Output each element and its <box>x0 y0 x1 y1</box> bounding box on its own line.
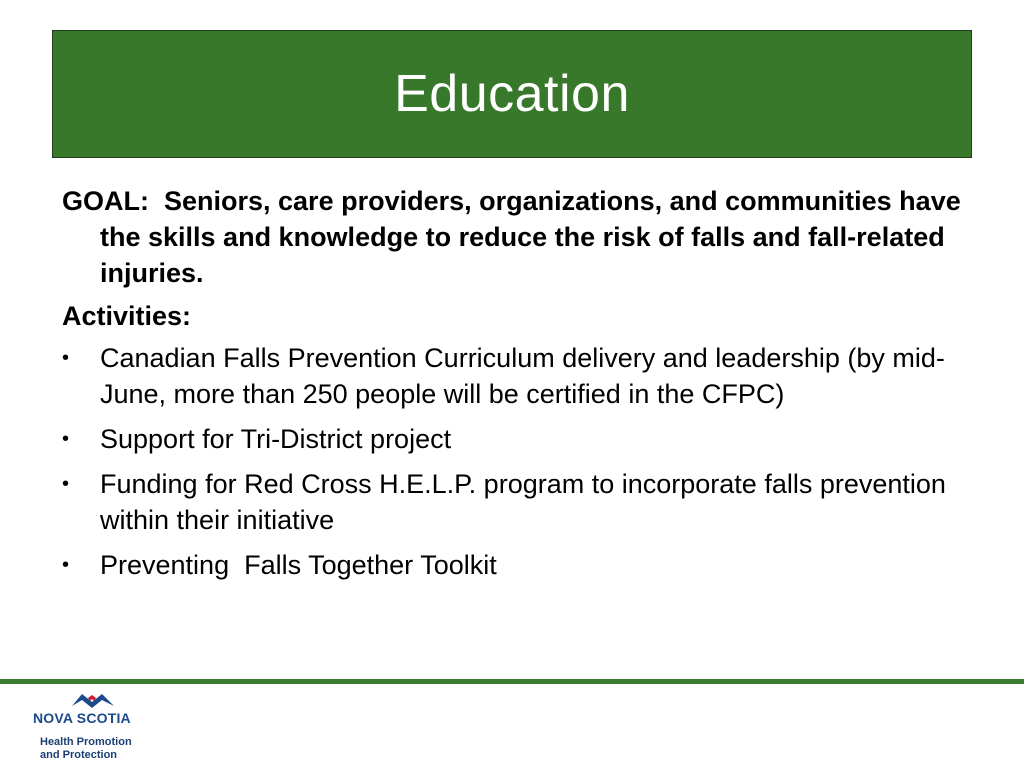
logo-department-line2: and Protection <box>40 749 118 761</box>
activity-text: Funding for Red Cross H.E.L.P. program to incorporate falls prevention within their initiative <box>100 469 946 535</box>
activity-text: Preventing Falls Together Toolkit <box>100 550 497 580</box>
activity-item <box>62 340 962 412</box>
bullet-icon: • <box>62 347 70 369</box>
goal-statement: GOAL: Seniors, care providers, organizations, and communities have the skills and knowledge to reduce the risk of falls and fall-related injuries. <box>62 186 969 288</box>
title-banner <box>52 30 972 158</box>
slide-title: Education <box>394 65 630 123</box>
nova-scotia-logo <box>30 692 160 764</box>
bullet-icon: • <box>62 473 70 495</box>
activity-text: Canadian Falls Prevention Curriculum delivery and leadership (by mid-June, more than 250 people will be certified in the CFPC) <box>100 343 945 409</box>
logo-brand-text: NOVA SCOTIA <box>33 710 131 726</box>
activities-list <box>62 340 962 583</box>
bullet-icon: • <box>62 554 70 576</box>
bullet-icon: • <box>62 428 70 450</box>
activity-item <box>62 466 962 538</box>
footer-rule <box>0 679 1024 684</box>
nova-scotia-flag-emblem-icon <box>68 692 118 712</box>
activities-heading: Activities: <box>62 301 192 331</box>
logo-department-line1: Health Promotion <box>40 736 132 748</box>
activity-text: Support for Tri-District project <box>100 424 452 454</box>
logo-department-text <box>40 736 132 762</box>
activity-item <box>62 421 962 457</box>
slide-body <box>62 183 969 592</box>
activity-item <box>62 547 962 583</box>
